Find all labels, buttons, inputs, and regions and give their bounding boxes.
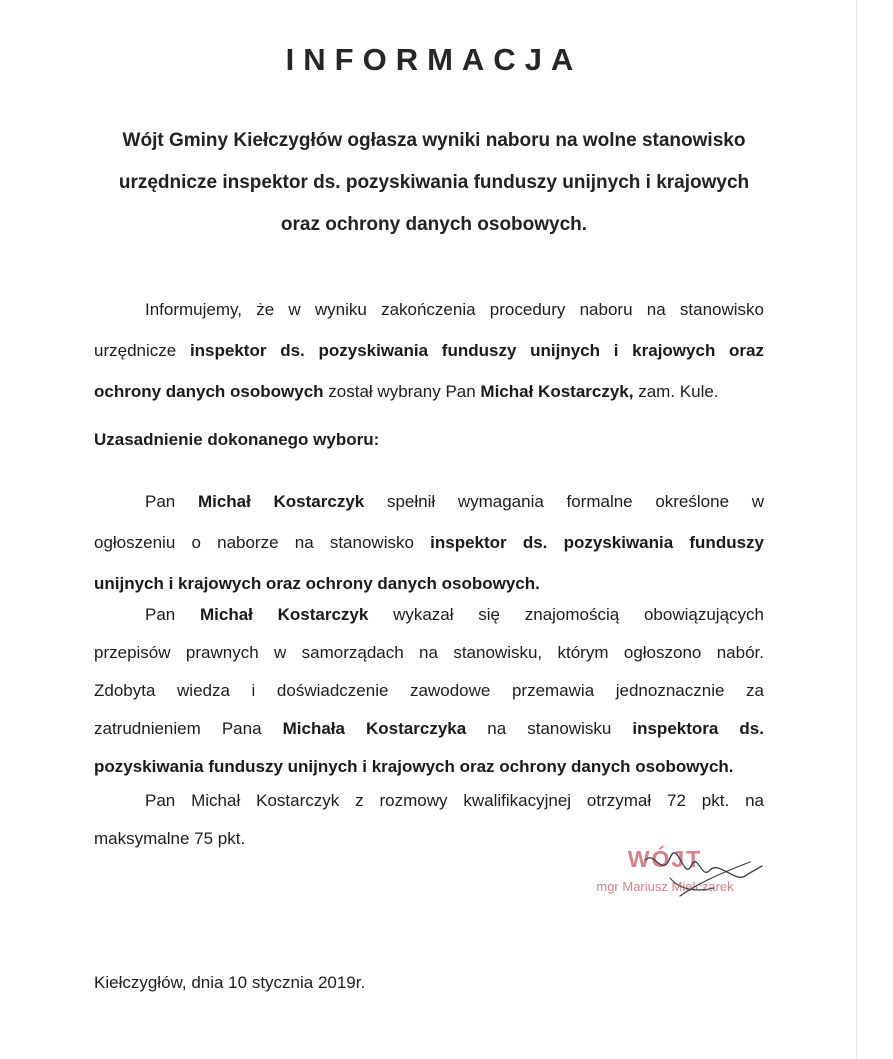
paragraph-knowledge — [94, 596, 764, 786]
stamp-name: mgr Mariusz Mielczarek — [596, 879, 734, 894]
text-run: urzędnicze — [94, 341, 177, 360]
place-and-date: Kiełczygłów, dnia 10 stycznia 2019r. — [94, 973, 366, 992]
position-name-bold: ochrony danych osobowych — [94, 382, 324, 401]
paragraph-line: maksymalne 75 pkt. — [94, 829, 246, 848]
text-run: na stanowisku — [487, 719, 612, 738]
candidate-name-bold: Michał Kostarczyk — [197, 492, 365, 511]
subtitle-line: Wójt Gminy Kiełczygłów ogłasza wyniki naboru na wolne stanowisko — [122, 130, 746, 151]
text-run: wykazał się znajomością obowiązujących — [393, 605, 764, 624]
handwritten-signature — [640, 848, 770, 908]
text-run: został wybrany Pan — [328, 382, 476, 401]
paragraph-line — [94, 371, 764, 412]
paragraph-line: Pan Michał Kostarczyk z rozmowy kwalifikacyjnej otrzymał 72 pkt. na — [145, 791, 764, 810]
subtitle-line: urzędnicze inspektor ds. pozyskiwania funduszy unijnych i krajowych — [118, 172, 750, 193]
paragraph-line — [94, 330, 764, 371]
text-run: Pan — [145, 492, 176, 511]
paragraph-requirements — [94, 481, 764, 604]
stamp-title: WÓJT — [627, 846, 703, 872]
candidate-name-bold: Michał Kostarczyk — [199, 605, 369, 624]
paragraph-announcement — [94, 289, 764, 412]
position-name-bold: pozyskiwania funduszy unijnych i krajowych oraz ochrony danych osobowych. — [94, 757, 734, 776]
text-run: zatrudnieniem Pana — [94, 719, 262, 738]
text-run: spełnił wymagania formalne określone w — [386, 492, 764, 511]
document-subtitle — [60, 120, 808, 246]
text-run: zam. Kule. — [638, 382, 719, 401]
paragraph-line: przepisów prawnych w samorządach na stanowisku, którym ogłoszono nabór. — [94, 643, 764, 662]
paragraph-line — [94, 596, 764, 634]
text-run: ogłoszeniu o naborze na stanowisko — [94, 533, 414, 552]
position-name-bold: inspektora ds. — [632, 719, 764, 738]
text-run: Pan — [145, 605, 176, 624]
paragraph-line — [94, 748, 764, 786]
paragraph-line: Informujemy, że w wyniku zakończenia procedury naboru na stanowisko — [145, 300, 764, 319]
justification-heading: Uzasadnienie dokonanego wyboru: — [94, 430, 380, 449]
paragraph-line: Zdobyta wiedza i doświadczenie zawodowe przemawia jednoznacznie za — [94, 681, 764, 700]
candidate-name-bold: Michał Kostarczyk, — [480, 382, 634, 401]
candidate-name-bold: Michała Kostarczyka — [282, 719, 467, 738]
document-title: INFORMACJA — [285, 42, 583, 77]
position-name-bold: inspektor ds. pozyskiwania funduszy — [430, 533, 764, 552]
scan-edge-line — [856, 0, 857, 1059]
paragraph-line — [94, 710, 764, 748]
position-name-bold: unijnych i krajowych oraz ochrony danych osobowych. — [94, 574, 540, 593]
paragraph-line — [94, 522, 764, 563]
paragraph-line — [94, 481, 764, 522]
subtitle-line: oraz ochrony danych osobowych. — [280, 214, 588, 235]
position-name-bold: inspektor ds. pozyskiwania funduszy unijnych i krajowych oraz — [189, 341, 765, 360]
